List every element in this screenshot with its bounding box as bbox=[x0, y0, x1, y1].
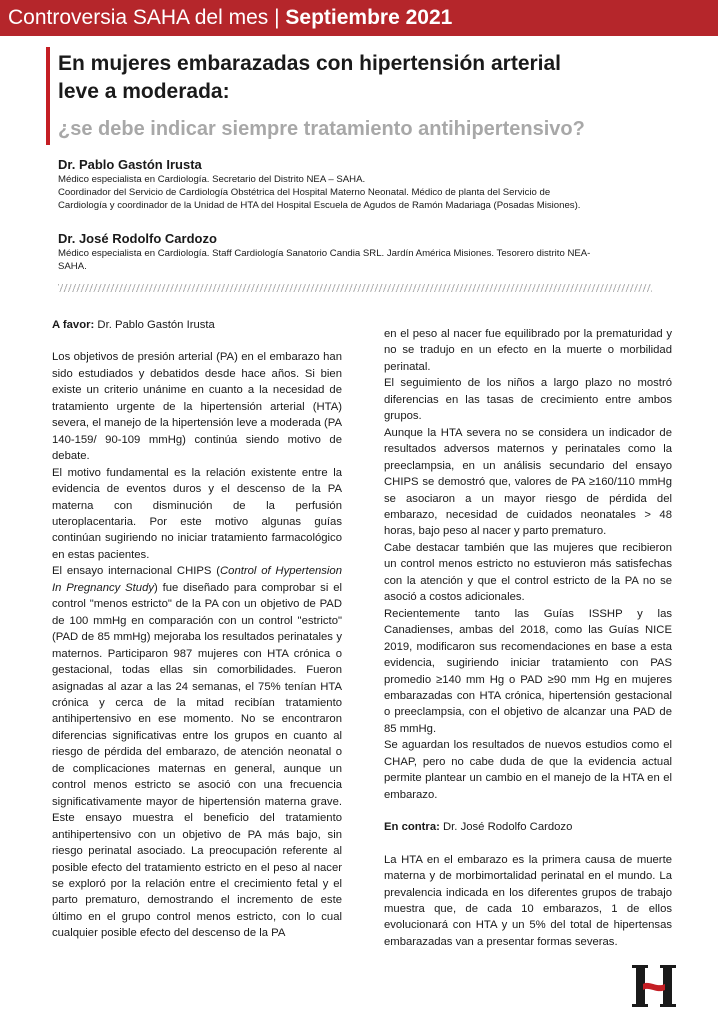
author-name-2: Dr. José Rodolfo Cardozo bbox=[58, 231, 217, 246]
paragraph: El motivo fundamental es la relación existente entre la evidencia de eventos duros y el descenso de la PA materna con disminución de la perfusión uteroplacentaria. Por este motivo algunas guías continúan sugiriendo no iniciar tratamiento farmacológico en estas pacientes. bbox=[52, 466, 342, 561]
article-title bbox=[58, 50, 561, 106]
text-run: ) fue diseñado para comprobar si el control "menos estricto" de la PA con un objetivo de PAD de 100 mmHg en comparación con un control "estricto" (PAD de 85 mmHg) mejoraba los resultados perinatales y maternos. Participaron 987 mujeres con HTA crónica o gestacional, todas ellas sin comorbilidades. Fueron asignadas al azar a las 24 semanas, el 75% tenían HTA crónica y cerca de la mitad recibían tratamiento antihipertensivo en ese momento. No se encontraron diferencias significativas entre los grupos en cuanto al riesgo de pérdida del embarazo, de atención neonatal o de complicaciones maternas en general, aunque un control menos estricto se asoció con una frecuencia significativamente mayor de hipertensión materna grave. Este ensayo muestra el beneficio del tratamiento antihipertensivo con un objetivo de PA más bajo, sin riesgo perinatal asociado. La preocupación referente al posible efecto del tratamiento estricto en el peso al nacer se exploró por la relación entre el crecimiento fetal y el parto prematuro, demostrando el incremento de este último en el grupo control menos estricto, con lo cual cualquier posible efecto del descenso de la PA bbox=[52, 581, 342, 940]
left-column bbox=[52, 317, 342, 942]
banner-series: Controversia SAHA del mes | bbox=[8, 6, 286, 29]
title-line-2: leve a moderada: bbox=[58, 80, 230, 103]
paragraph: en el peso al nacer fue equilibrado por la prematuridad y no se tradujo en un efecto en la muerte o morbilidad perinatal. bbox=[384, 328, 672, 373]
text-run: El ensayo internacional CHIPS ( bbox=[52, 565, 220, 578]
paragraph: La HTA en el embarazo es la primera causa de muerte materna y de morbimortalidad perinatal en el mundo. La prevalencia indicada en los diferentes grupos de trabajo muestra que, de cada 10 embarazos, 1 de ellos evolucionará con HTA y un 5% del total de hipertensas embarazadas van a presentar formas severas. bbox=[384, 853, 672, 948]
contra-heading bbox=[384, 819, 672, 835]
title-line-1: En mujeres embarazadas con hipertensión arterial bbox=[58, 52, 562, 75]
contra-author: Dr. José Rodolfo Cardozo bbox=[439, 821, 573, 834]
affil-line: SAHA. bbox=[58, 261, 87, 272]
article-question: ¿se debe indicar siempre tratamiento antihipertensivo? bbox=[58, 118, 585, 140]
contra-label: En contra: bbox=[384, 821, 440, 834]
banner-title bbox=[8, 5, 452, 31]
favor-heading bbox=[52, 317, 342, 333]
author-affiliation-1 bbox=[58, 173, 658, 212]
paragraph bbox=[52, 563, 342, 941]
header-banner bbox=[0, 0, 718, 36]
paragraph: Recientemente tanto las Guías ISSHP y las Canadienses, ambas del 2018, como las Guías NICE 2019, modificaron sus recomendaciones en base a esta evidencia, sugiriendo iniciar tratamiento con PAS promedio ≥140 mm Hg o PAD ≥90 mm Hg en mujeres embarazadas con HTA crónica, hipertensión gestacional o preeclampsia, con el objetivo de alcanzar una PAD de 85 mmHg. bbox=[384, 607, 672, 735]
affil-line: Cardiología y coordinador de la Unidad de HTA del Hospital Escuela de Agudos de Ramón Madariaga (Posadas Misiones). bbox=[58, 200, 581, 211]
paragraph: Aunque la HTA severa no se considera un indicador de resultados adversos maternos y perinatales como la preeclampsia, en un análisis secundario del ensayo CHIPS se demostró que, valores de PA ≥160/110 mmHg se asociaron a un mayor riesgo de pérdida del embarazo, necesidad de cuidados neonatales > 48 horas, bajo peso al nacer y parto prematuro. bbox=[384, 426, 672, 538]
right-column bbox=[384, 326, 672, 950]
hatch-divider bbox=[58, 284, 652, 292]
author-name-1: Dr. Pablo Gastón Irusta bbox=[58, 157, 202, 172]
paragraph: Cabe destacar también que las mujeres que recibieron un control menos estricto no estuvieron más satisfechas con la atención y que el control estricto de la PA no se asoció a costos adicionales. bbox=[384, 541, 672, 604]
favor-author: Dr. Pablo Gastón Irusta bbox=[94, 319, 215, 331]
saha-h-logo-icon bbox=[629, 963, 679, 1009]
banner-date: Septiembre 2021 bbox=[285, 6, 453, 29]
paragraph: Se aguardan los resultados de nuevos estudios como el CHAP, pero no cabe duda de que la evidencia actual permite plantear un cambio en el manejo de la HTA en el embarazo. bbox=[384, 739, 672, 801]
favor-label: A favor: bbox=[52, 319, 95, 331]
paragraph: Los objetivos de presión arterial (PA) en el embarazo han sido estudiados y debatidos desde hace años. Si bien existe un criterio unánime en cuanto a la necesidad de tratamiento urgente de la hipertensión arterial (HTA) severa, el manejo de la hipertensión leve a moderada (PA 140-159/ 90-109 mmHg) continúa siendo motivo de debate. bbox=[52, 351, 342, 463]
author-affiliation-2 bbox=[58, 247, 658, 273]
study-name: Control of Hypertension In Pregnancy Study bbox=[52, 565, 342, 594]
affil-line: Médico especialista en Cardiología. Staff Cardiología Sanatorio Candia SRL. Jardín América Misiones. Tesorero distrito NEA- bbox=[58, 248, 591, 259]
title-accent-bar bbox=[46, 47, 50, 145]
affil-line: Médico especialista en Cardiología. Secretario del Distrito NEA – SAHA. bbox=[58, 174, 366, 185]
affil-line: Coordinador del Servicio de Cardiología Obstétrica del Hospital Materno Neonatal. Médico de planta del Servicio de bbox=[58, 187, 551, 198]
paragraph: El seguimiento de los niños a largo plazo no mostró diferencias en las tasas de crecimiento entre ambos grupos. bbox=[384, 377, 672, 423]
